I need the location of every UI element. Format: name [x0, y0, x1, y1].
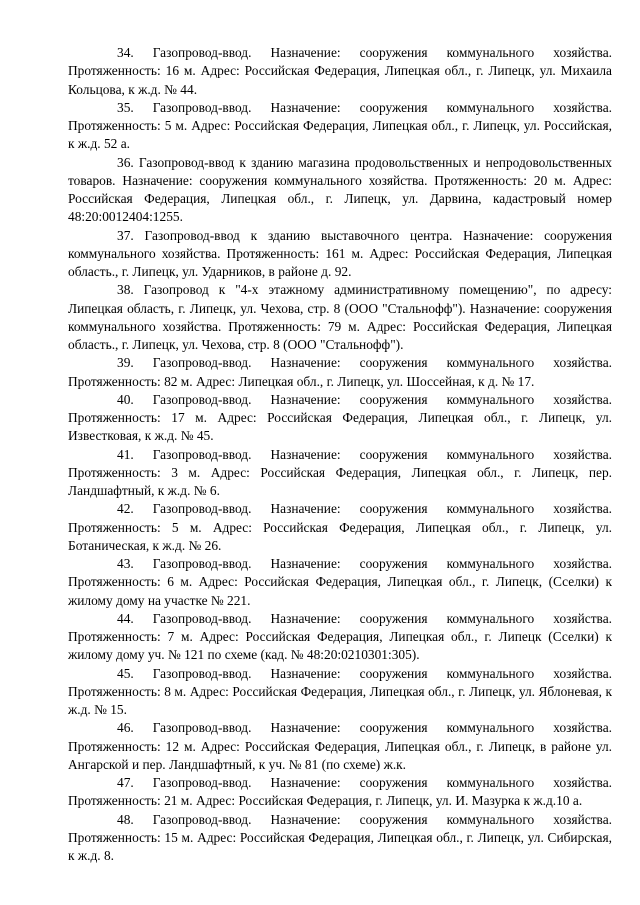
list-item-47: 47. Газопровод-ввод. Назначение: сооружения коммунального хозяйства. Протяженность: 21 м. Адрес: Российская Федерация, г. Липецк, ул. И. Мазурка к ж.д.10 а.	[68, 775, 612, 809]
list-item-46: 46. Газопровод-ввод. Назначение: сооружения коммунального хозяйства. Протяженность: 12 м. Адрес: Российская Федерация, Липецкая обл., г. Липецк, в районе ул. Ангарской и пер. Ландшафтный, к уч. № 81 (по схеме) ж.к.	[68, 720, 612, 772]
list-item-37: 37. Газопровод-ввод к зданию выставочного центра. Назначение: сооружения коммунального хозяйства. Протяженность: 161 м. Адрес: Российская Федерация, Липецкая область., г. Липецк, ул. Ударников, в районе д. 92.	[68, 227, 612, 279]
list-item-39: 39. Газопровод-ввод. Назначение: сооружения коммунального хозяйства. Протяженность: 82 м. Адрес: Липецкая обл., г. Липецк, ул. Шоссейная, к д. № 17.	[68, 355, 612, 389]
list-item-43: 43. Газопровод-ввод. Назначение: сооружения коммунального хозяйства. Протяженность: 6 м. Адрес: Российская Федерация, Липецкая обл., г. Липецк, (Сселки) к жилому дому на участке № 221.	[68, 556, 612, 608]
list-item-35: 35. Газопровод-ввод. Назначение: сооружения коммунального хозяйства. Протяженность: 5 м. Адрес: Российская Федерация, Липецкая обл., г. Липецк, ул. Российская, к ж.д. 52 а.	[68, 99, 612, 152]
list-item-38: 38. Газопровод к "4-х этажному административному помещению", по адресу: Липецкая область, г. Липецк, ул. Чехова, стр. 8 (ООО "Стальнофф"). Назначение: сооружения коммунального хозяйства. Протяженность: 79 м. Адрес: Российская Федерация, Липецкая область., г. Липецк, ул. Чехова, стр. 8 (ООО "Стальнофф").	[68, 282, 612, 352]
list-item-40: 40. Газопровод-ввод. Назначение: сооружения коммунального хозяйства. Протяженность: 17 м. Адрес: Российская Федерация, Липецкая обл., г. Липецк, ул. Известковая, к ж.д. № 45.	[68, 391, 612, 444]
list-item-42: 42. Газопровод-ввод. Назначение: сооружения коммунального хозяйства. Протяженность: 5 м. Адрес: Российская Федерация, Липецкая обл., г. Липецк, ул. Ботаническая, к ж.д. № 26.	[68, 501, 612, 553]
list-item-41: 41. Газопровод-ввод. Назначение: сооружения коммунального хозяйства. Протяженность: 3 м. Адрес: Российская Федерация, Липецкая обл., г. Липецк, пер. Ландшафтный, к ж.д. № 6.	[68, 446, 612, 498]
list-item-48: 48. Газопровод-ввод. Назначение: сооружения коммунального хозяйства. Протяженность: 15 м. Адрес: Российская Федерация, Липецкая обл., г. Липецк, ул. Сибирская, к ж.д. 8.	[68, 811, 612, 863]
list-item-44: 44. Газопровод-ввод. Назначение: сооружения коммунального хозяйства. Протяженность: 7 м. Адрес: Российская Федерация, Липецкая обл., г. Липецк (Сселки) к жилому дому уч. № 121 по схеме (кад. № 48:20:0210301:305).	[68, 610, 612, 663]
list-item-45: 45. Газопровод-ввод. Назначение: сооружения коммунального хозяйства. Протяженность: 8 м. Адрес: Российская Федерация, Липецкая обл., г. Липецк, ул. Яблоневая, к ж.д. № 15.	[68, 665, 612, 717]
list-item-36: 36. Газопровод-ввод к зданию магазина продовольственных и непродовольственных товаров. Назначение: сооружения коммунального хозяйства. Протяженность: 20 м. Адрес: Российская Федерация, Липецкая обл., г. Липецк, ул. Дарвина, кадастровый номер 48:20:0012404:1255.	[68, 154, 612, 225]
document-page	[68, 44, 612, 865]
list-item-34: 34. Газопровод-ввод. Назначение: сооружения коммунального хозяйства. Протяженность: 16 м. Адрес: Российская Федерация, Липецкая обл., г. Липецк, ул. Михаила Кольцова, к ж.д. № 44.	[68, 45, 612, 97]
